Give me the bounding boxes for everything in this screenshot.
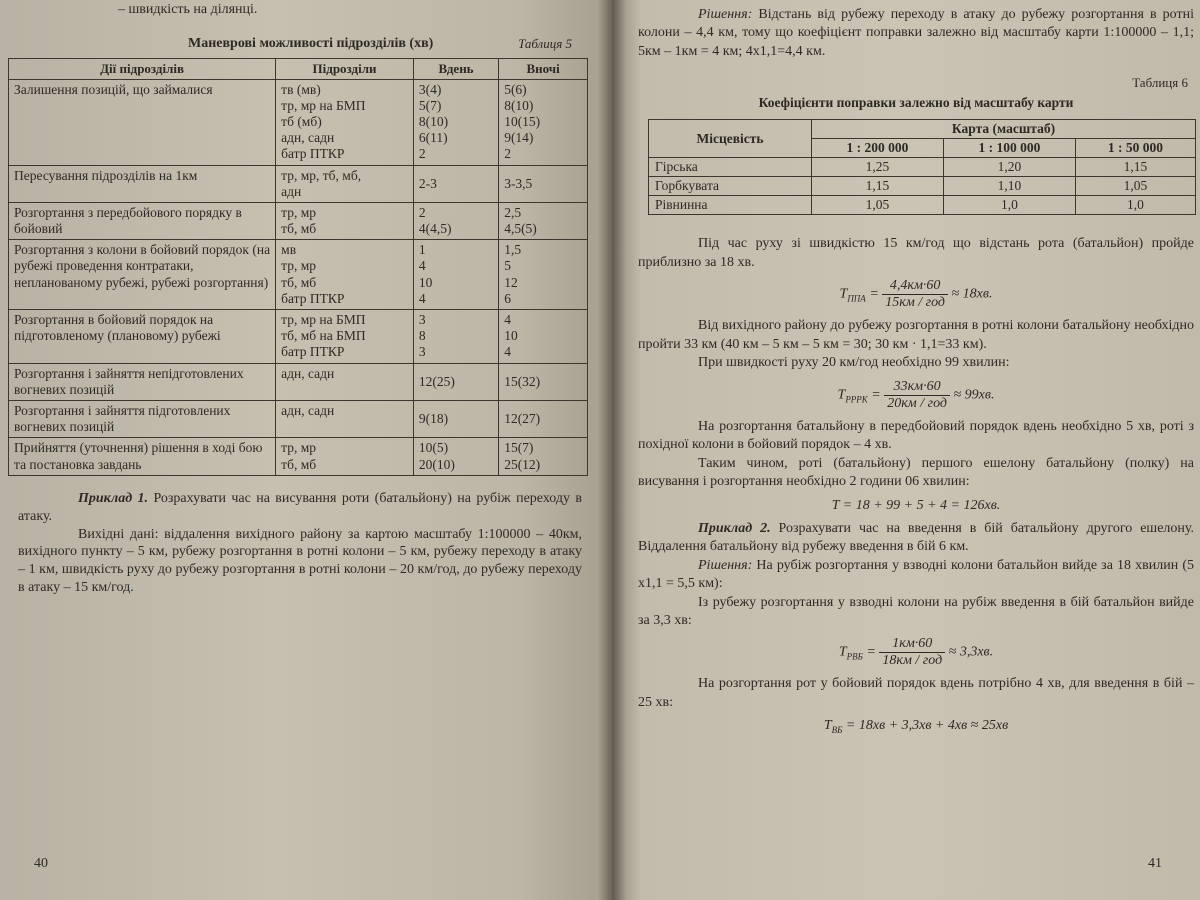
row-day-cell: 2-3	[413, 165, 498, 202]
formula-4-numerator: 1км·60	[879, 636, 945, 653]
table-row	[9, 165, 588, 202]
table-row	[9, 400, 588, 437]
formula-2-sub: РРРК	[845, 394, 868, 405]
paragraph-1: Під час руху зі швидкістю 15 км/год що відстань рота (батальйон) пройде приблизно за 18 хв.	[638, 236, 1194, 270]
table-number: Таблиця 5	[518, 36, 572, 51]
row-action-cell: Прийняття (уточнення) рішення в ході бою та постановка завдань	[9, 438, 276, 475]
coef-value-cell: 1,15	[1075, 158, 1195, 177]
row-action-cell: Розгортання з колони в бойовий порядок (на рубежі проведення контратаки, непланованому рубежі, рубежі розгортання)	[9, 240, 276, 310]
formula-1: $T_{ППА}$ = $\frac{4,4км\cdot 60}{\text{15км / год}}$ ≈ 18хв.	[839, 278, 993, 311]
row-action-cell: Розгортання і зайняття непідготовлених вогневих позицій	[9, 363, 276, 400]
row-day-cell: 3(4) 5(7) 8(10) 6(11) 2	[413, 79, 498, 165]
formula-2-numerator: 33км·60	[884, 379, 950, 396]
formula-4-lhs: T	[838, 645, 847, 661]
coef-value-cell: 1,05	[1075, 177, 1195, 196]
row-day-cell: 12(25)	[413, 363, 498, 400]
coef-value-cell: 1,20	[943, 158, 1075, 177]
header-night: Вночі	[499, 59, 588, 80]
solution-2-lead: Рішення:	[698, 557, 753, 573]
top-line: – швидкість на ділянці.	[118, 2, 258, 17]
given-data-paragraph: Вихідні дані: віддалення вихідного району за картою масштабу 1:100000 – 40км, вихідного пункту – 5 км, рубежу розгортання в ротні колони – 5 км, рубежу переходу в атаку – 1 км, швидкість руху до рубежу розгортання в ротні колони – 20 км/год, до рубежу переходу в атаку – 15 км/год.	[18, 526, 582, 596]
table-row	[9, 202, 588, 239]
coef-terrain-cell: Горбкувата	[649, 177, 812, 196]
formula-1-sub: ППА	[847, 293, 866, 304]
formula-5-sub: ВБ	[831, 725, 843, 736]
table-header-row	[9, 59, 588, 80]
left-page-number: 40	[34, 856, 48, 871]
coef-value-cell: 1,25	[812, 158, 944, 177]
paragraph-2: Від вихідного району до рубежу розгортання в ротні колони батальйону необхідно пройти 33 км (40 км – 5 км – 5 км = 30; 30 км · 1,1=33 км).	[638, 318, 1194, 352]
coefficient-table	[648, 119, 1196, 215]
formula-1-numerator: 4,4км·60	[882, 278, 948, 295]
paragraph-5: Таким чином, роті (батальйону) першого ешелону батальйону (полку) на висування і розгортання необхідно 2 години 06 хвилин:	[638, 455, 1194, 490]
example-2-text: Розрахувати час на введення в бій батальйону другого ешелону. Віддалення батальйону від рубежу введення в бій 6 км.	[638, 520, 1194, 555]
example-1-paragraph	[18, 490, 582, 526]
row-night-cell: 3-3,5	[499, 165, 588, 202]
formula-5	[638, 718, 1194, 735]
formula-5-lhs: T	[823, 718, 832, 734]
row-night-cell: 5(6) 8(10) 10(15) 9(14) 2	[499, 79, 588, 165]
solution-2-text: На рубіж розгортання у взводні колони батальйон вийде за 18 хвилин (5 х1,1 = 5,5 км):	[638, 557, 1194, 592]
table-row	[9, 363, 588, 400]
table-row	[9, 310, 588, 364]
header-action: Дії підрозділів	[9, 59, 276, 80]
row-day-cell: 1 4 10 4	[413, 240, 498, 310]
header-scale-100k: 1 : 100 000	[943, 139, 1075, 158]
row-day-cell: 3 8 3	[413, 310, 498, 364]
right-page-number: 41	[1148, 856, 1162, 871]
solution-2-paragraph	[638, 557, 1194, 594]
formula-1-fraction	[882, 278, 948, 311]
example-1-text: Розрахувати час на висування роти (батальйону) на рубіж переходу в атаку.	[18, 490, 582, 524]
row-unit-cell: адн, садн	[276, 400, 414, 437]
coef-value-cell: 1,05	[812, 196, 944, 215]
paragraph-6: Із рубежу розгортання у взводні колони на рубіж введення в бій батальйон вийде за 3,3 хв:	[638, 594, 1194, 628]
row-action-cell: Розгортання з передбойового порядку в бойовий	[9, 202, 276, 239]
maneuver-table	[8, 58, 588, 476]
coef-value-cell: 1,10	[943, 177, 1075, 196]
row-unit-cell: тр, мр, тб, мб, адн	[276, 165, 414, 202]
coef-header-row-1	[649, 120, 1196, 139]
formula-4-sub: РВБ	[846, 651, 863, 662]
coef-row	[649, 196, 1196, 215]
table-title: Маневрові можливості підрозділів (хв)	[188, 36, 434, 51]
example-1-lead: Приклад 1.	[78, 490, 149, 506]
row-day-cell: 10(5) 20(10)	[413, 438, 498, 475]
paragraph-7: На розгортання рот у бойовий порядок вдень потрібно 4 хв, для введення в бій – 25 хв:	[638, 676, 1194, 710]
solution-lead: Рішення:	[698, 7, 753, 22]
coef-value-cell: 1,15	[812, 177, 944, 196]
header-unit: Підрозділи	[276, 59, 414, 80]
formula-4-denominator: 18км / год	[882, 653, 943, 669]
formula-2-denominator: 20км / год	[887, 395, 947, 411]
header-day: Вдень	[413, 59, 498, 80]
formula-2-lhs: T	[837, 387, 846, 403]
row-night-cell: 15(32)	[499, 363, 588, 400]
formula-3: T = 18 + 99 + 5 + 4 = 126хв.	[831, 497, 1001, 513]
header-terrain: Місцевість	[649, 120, 812, 158]
row-action-cell: Пересування підрозділів на 1км	[9, 165, 276, 202]
formula-2: $T_{РРРК}$ = $\frac{33км\cdot 60}{\text{20км / год}}$ ≈ 99хв.	[837, 378, 995, 411]
table-6-title: Коефіцієнти поправки залежно від масштабу карти	[758, 95, 1074, 111]
coef-terrain-cell: Рівнинна	[649, 196, 812, 215]
coef-row	[649, 158, 1196, 177]
coef-value-cell: 1,0	[1075, 196, 1195, 215]
header-scale-50k: 1 : 50 000	[1075, 139, 1195, 158]
formula-4-rhs: ≈ 3,3хв.	[948, 645, 994, 661]
row-night-cell: 12(27)	[499, 400, 588, 437]
row-day-cell: 2 4(4,5)	[413, 202, 498, 239]
formula-1-lhs: T	[839, 287, 848, 303]
paragraph-3: При швидкості руху 20 км/год необхідно 99 хвилин:	[698, 355, 1010, 371]
formula-2-fraction	[884, 379, 950, 412]
formula-2-rhs: ≈ 99хв.	[953, 387, 995, 403]
table-caption-row	[8, 18, 590, 58]
coef-row	[649, 177, 1196, 196]
table-6-caption: Таблиця 6	[1132, 75, 1188, 91]
row-unit-cell: тр, мр тб, мб	[276, 202, 414, 239]
formula-4: $T_{РВБ}$ = $\frac{1км\cdot 60}{\text{18км / год}}$ ≈ 3,3хв.	[838, 636, 994, 669]
row-unit-cell: адн, садн	[276, 363, 414, 400]
header-scale-200k: 1 : 200 000	[812, 139, 944, 158]
coef-value-cell: 1,0	[943, 196, 1075, 215]
solution-paragraph	[638, 6, 1194, 61]
row-unit-cell: тр, мр на БМП тб, мб на БМП батр ПТКР	[276, 310, 414, 364]
row-night-cell: 1,5 5 12 6	[499, 240, 588, 310]
book-spine-shadow	[598, 0, 626, 900]
row-night-cell: 4 10 4	[499, 310, 588, 364]
coef-terrain-cell: Гірська	[649, 158, 812, 177]
formula-5-rest: = 18хв + 3,3хв + 4хв ≈ 25хв	[842, 718, 1009, 734]
row-unit-cell: тр, мр тб, мб	[276, 438, 414, 475]
right-page	[612, 0, 1200, 900]
row-night-cell: 15(7) 25(12)	[499, 438, 588, 475]
paragraph-4: На розгортання батальйону в передбойовий порядок вдень необхідно 5 хв, роті з похідної колони в бойовий порядок – 4 хв.	[638, 418, 1194, 453]
row-action-cell: Розгортання в бойовий порядок на підготовленому (плановому) рубежі	[9, 310, 276, 364]
row-night-cell: 2,5 4,5(5)	[499, 202, 588, 239]
row-action-cell: Залишення позицій, що займалися	[9, 79, 276, 165]
header-map-scale: Карта (масштаб)	[812, 120, 1196, 139]
table-row	[9, 240, 588, 310]
example-2-lead: Приклад 2.	[698, 520, 771, 536]
solution-text: Відстань від рубежу переходу в атаку до рубежу розгортання в ротні колони – 4,4 км, тому що коефіцієнт поправки залежно від масштабу карти 1:100000 – 1,1; 5км – 1км = 4 км; 4х1,1=4,4 км.	[638, 7, 1194, 59]
formula-1-rhs: ≈ 18хв.	[951, 287, 993, 303]
row-unit-cell: тв (мв) тр, мр на БМП тб (мб) адн, садн батр ПТКР	[276, 79, 414, 165]
example-1-block	[8, 490, 590, 597]
row-action-cell: Розгортання і зайняття підготовлених вогневих позицій	[9, 400, 276, 437]
row-day-cell: 9(18)	[413, 400, 498, 437]
formula-4-fraction	[879, 636, 945, 669]
formula-1-denominator: 15км / год	[885, 295, 945, 311]
example-2-paragraph	[638, 520, 1194, 557]
row-unit-cell: мв тр, мр тб, мб батр ПТКР	[276, 240, 414, 310]
table-row	[9, 79, 588, 165]
table-row	[9, 438, 588, 475]
